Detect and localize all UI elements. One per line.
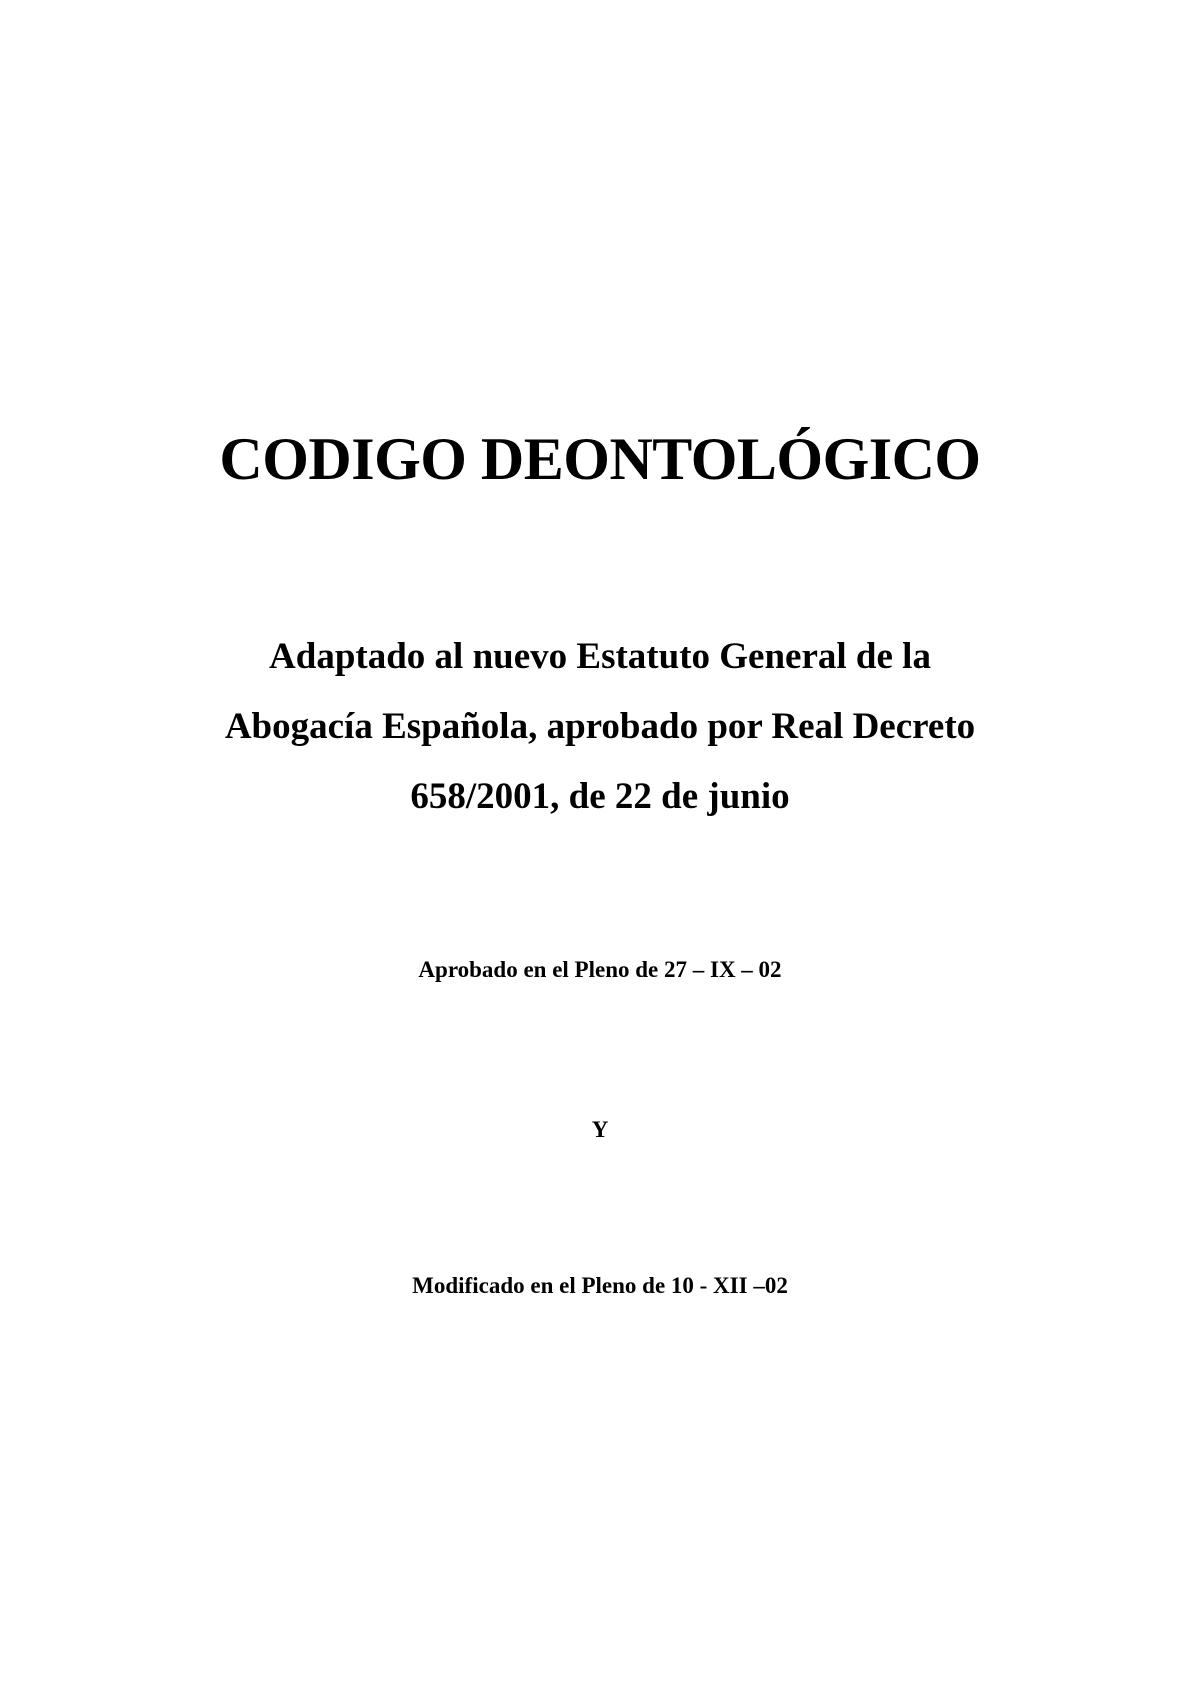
subtitle-line-1: Adaptado al nuevo Estatuto General de la	[269, 636, 931, 677]
subtitle-line-3: 658/2001, de 22 de junio	[410, 776, 790, 817]
document-title: CODIGO DEONTOLÓGICO	[219, 426, 981, 492]
conjunction-text: Y	[591, 1117, 609, 1142]
approval-note: Aprobado en el Pleno de 27 – IX – 02	[418, 957, 782, 982]
subtitle-line-2: Abogacía Española, aprobado por Real Decreto	[224, 706, 976, 747]
modification-note: Modificado en el Pleno de 10 - XII –02	[412, 1273, 788, 1298]
